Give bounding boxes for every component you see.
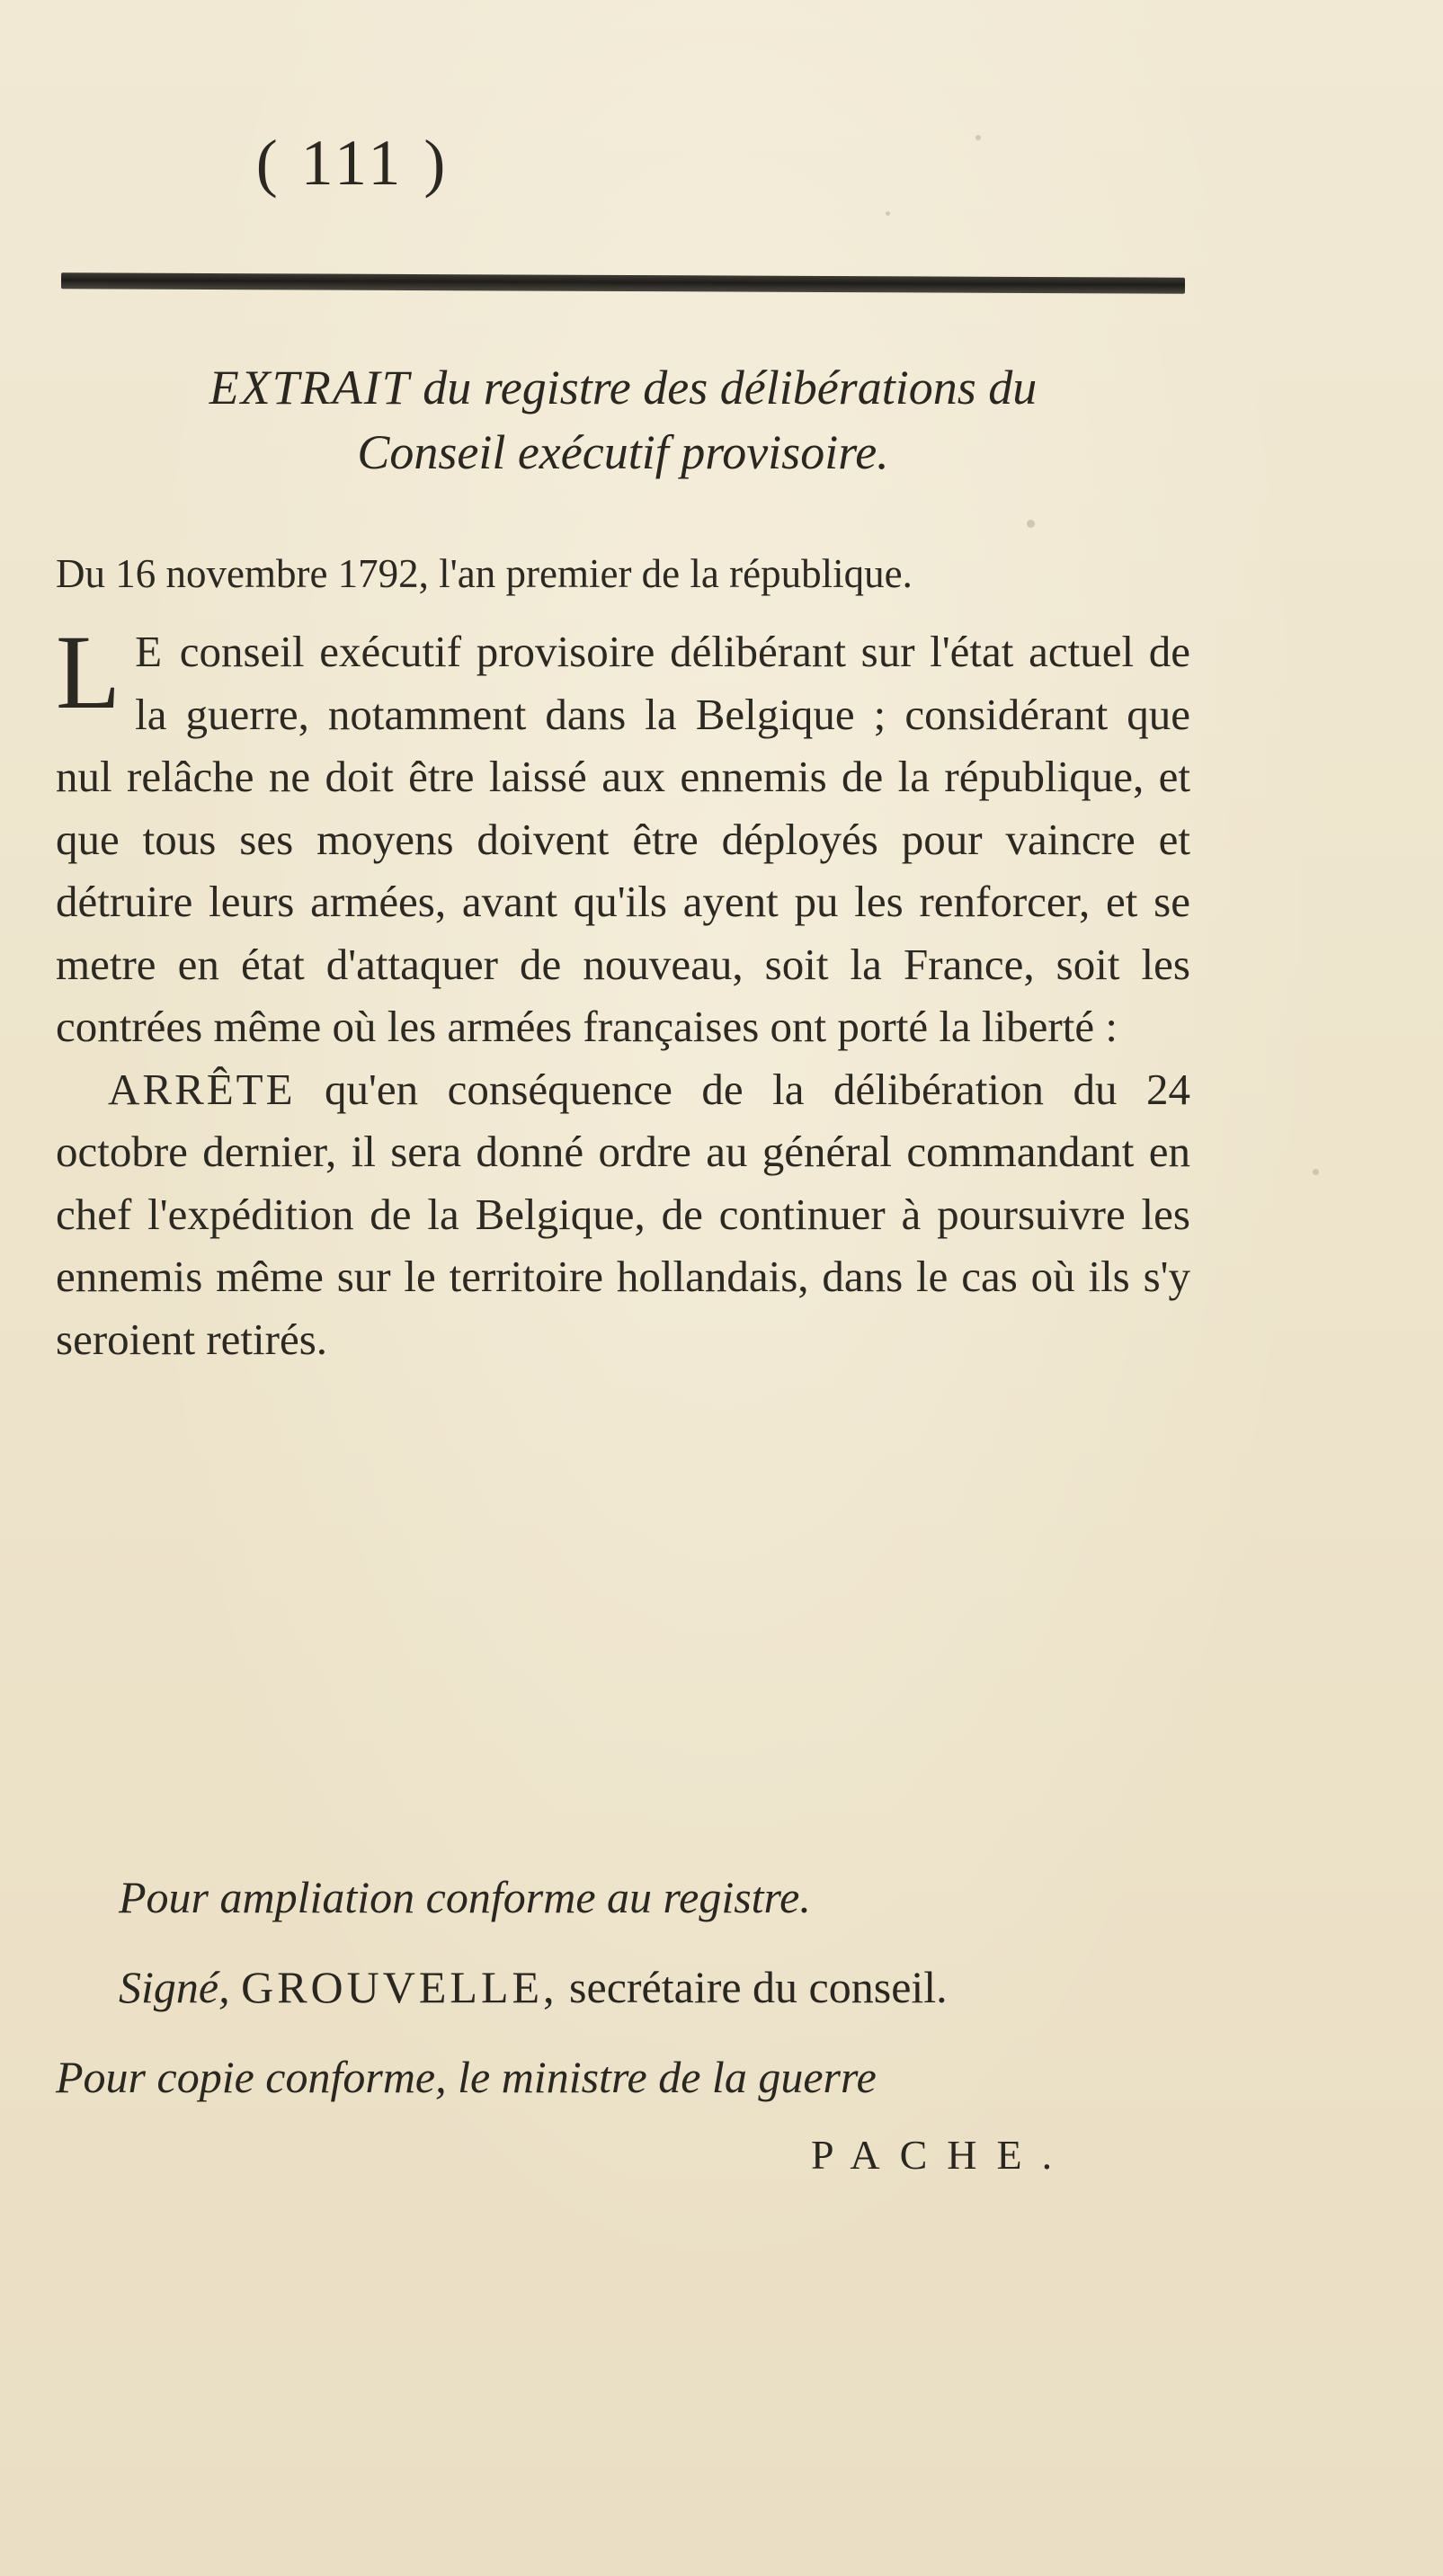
paper-speck [975,135,981,140]
drop-cap: L [56,613,121,731]
signatory-name: GROUVELLE, [241,1962,558,2012]
page-number: ( 111 ) [255,127,450,199]
paper-speck [1027,520,1035,528]
lead-letter: E [135,627,165,676]
copy-line: Pour copie conforme, le ministre de la guerre [56,2052,877,2102]
signatory-role: secrétaire du conseil. [569,1962,948,2012]
paragraph-2-text: qu'en conséquence de la délibération du 24 octobre dernier, il sera donné ordre au général commandant en chef l'expédition de la Belgique, de continuer à poursuivre les ennemis même sur le territoire hollandais, dans le cas où ils s'y seroient retirés. [56,1064,1190,1364]
heading-line-2: Conseil exécutif provisoire. [357,425,889,479]
date-line: Du 16 novembre 1792, l'an premier de la république. [56,551,913,596]
closing-block [56,1852,1190,2122]
paragraph-1-text: conseil exécutif provisoire délibérant sur l'état actuel de la guerre, notamment dans la Belgique ; considérant que nul relâche ne doit être laissé aux ennemis de la république, et que tous ses moyens doivent être déployés pour vaincre et détruire leurs armées, avant qu'ils ayent pu les renforcer, et se metre en état d'attaquer de nouveau, soit la France, soit les contrées même où les armées françaises ont porté la liberté : [56,627,1191,1051]
document-heading [56,355,1190,485]
heading-line-1-rest: du registre des délibérations du [410,361,1038,414]
heading-prefix: EXTRAIT [209,361,411,414]
header-rule [61,272,1185,293]
arrete-word: ARRÊTE [108,1064,296,1114]
paper-speck [1313,1169,1319,1175]
ampliation-line: Pour ampliation conforme au registre. [119,1872,811,1922]
signed-label: Signé, [119,1962,230,2012]
paragraph-2 [56,1058,1190,1371]
paragraph-1 [56,613,1191,1058]
minister-signature: PACHE. [811,2132,1073,2178]
heading-line-1 [56,355,1190,420]
body-text [56,613,1191,1370]
signed-line [56,1942,1190,2032]
paper-speck [886,211,890,216]
